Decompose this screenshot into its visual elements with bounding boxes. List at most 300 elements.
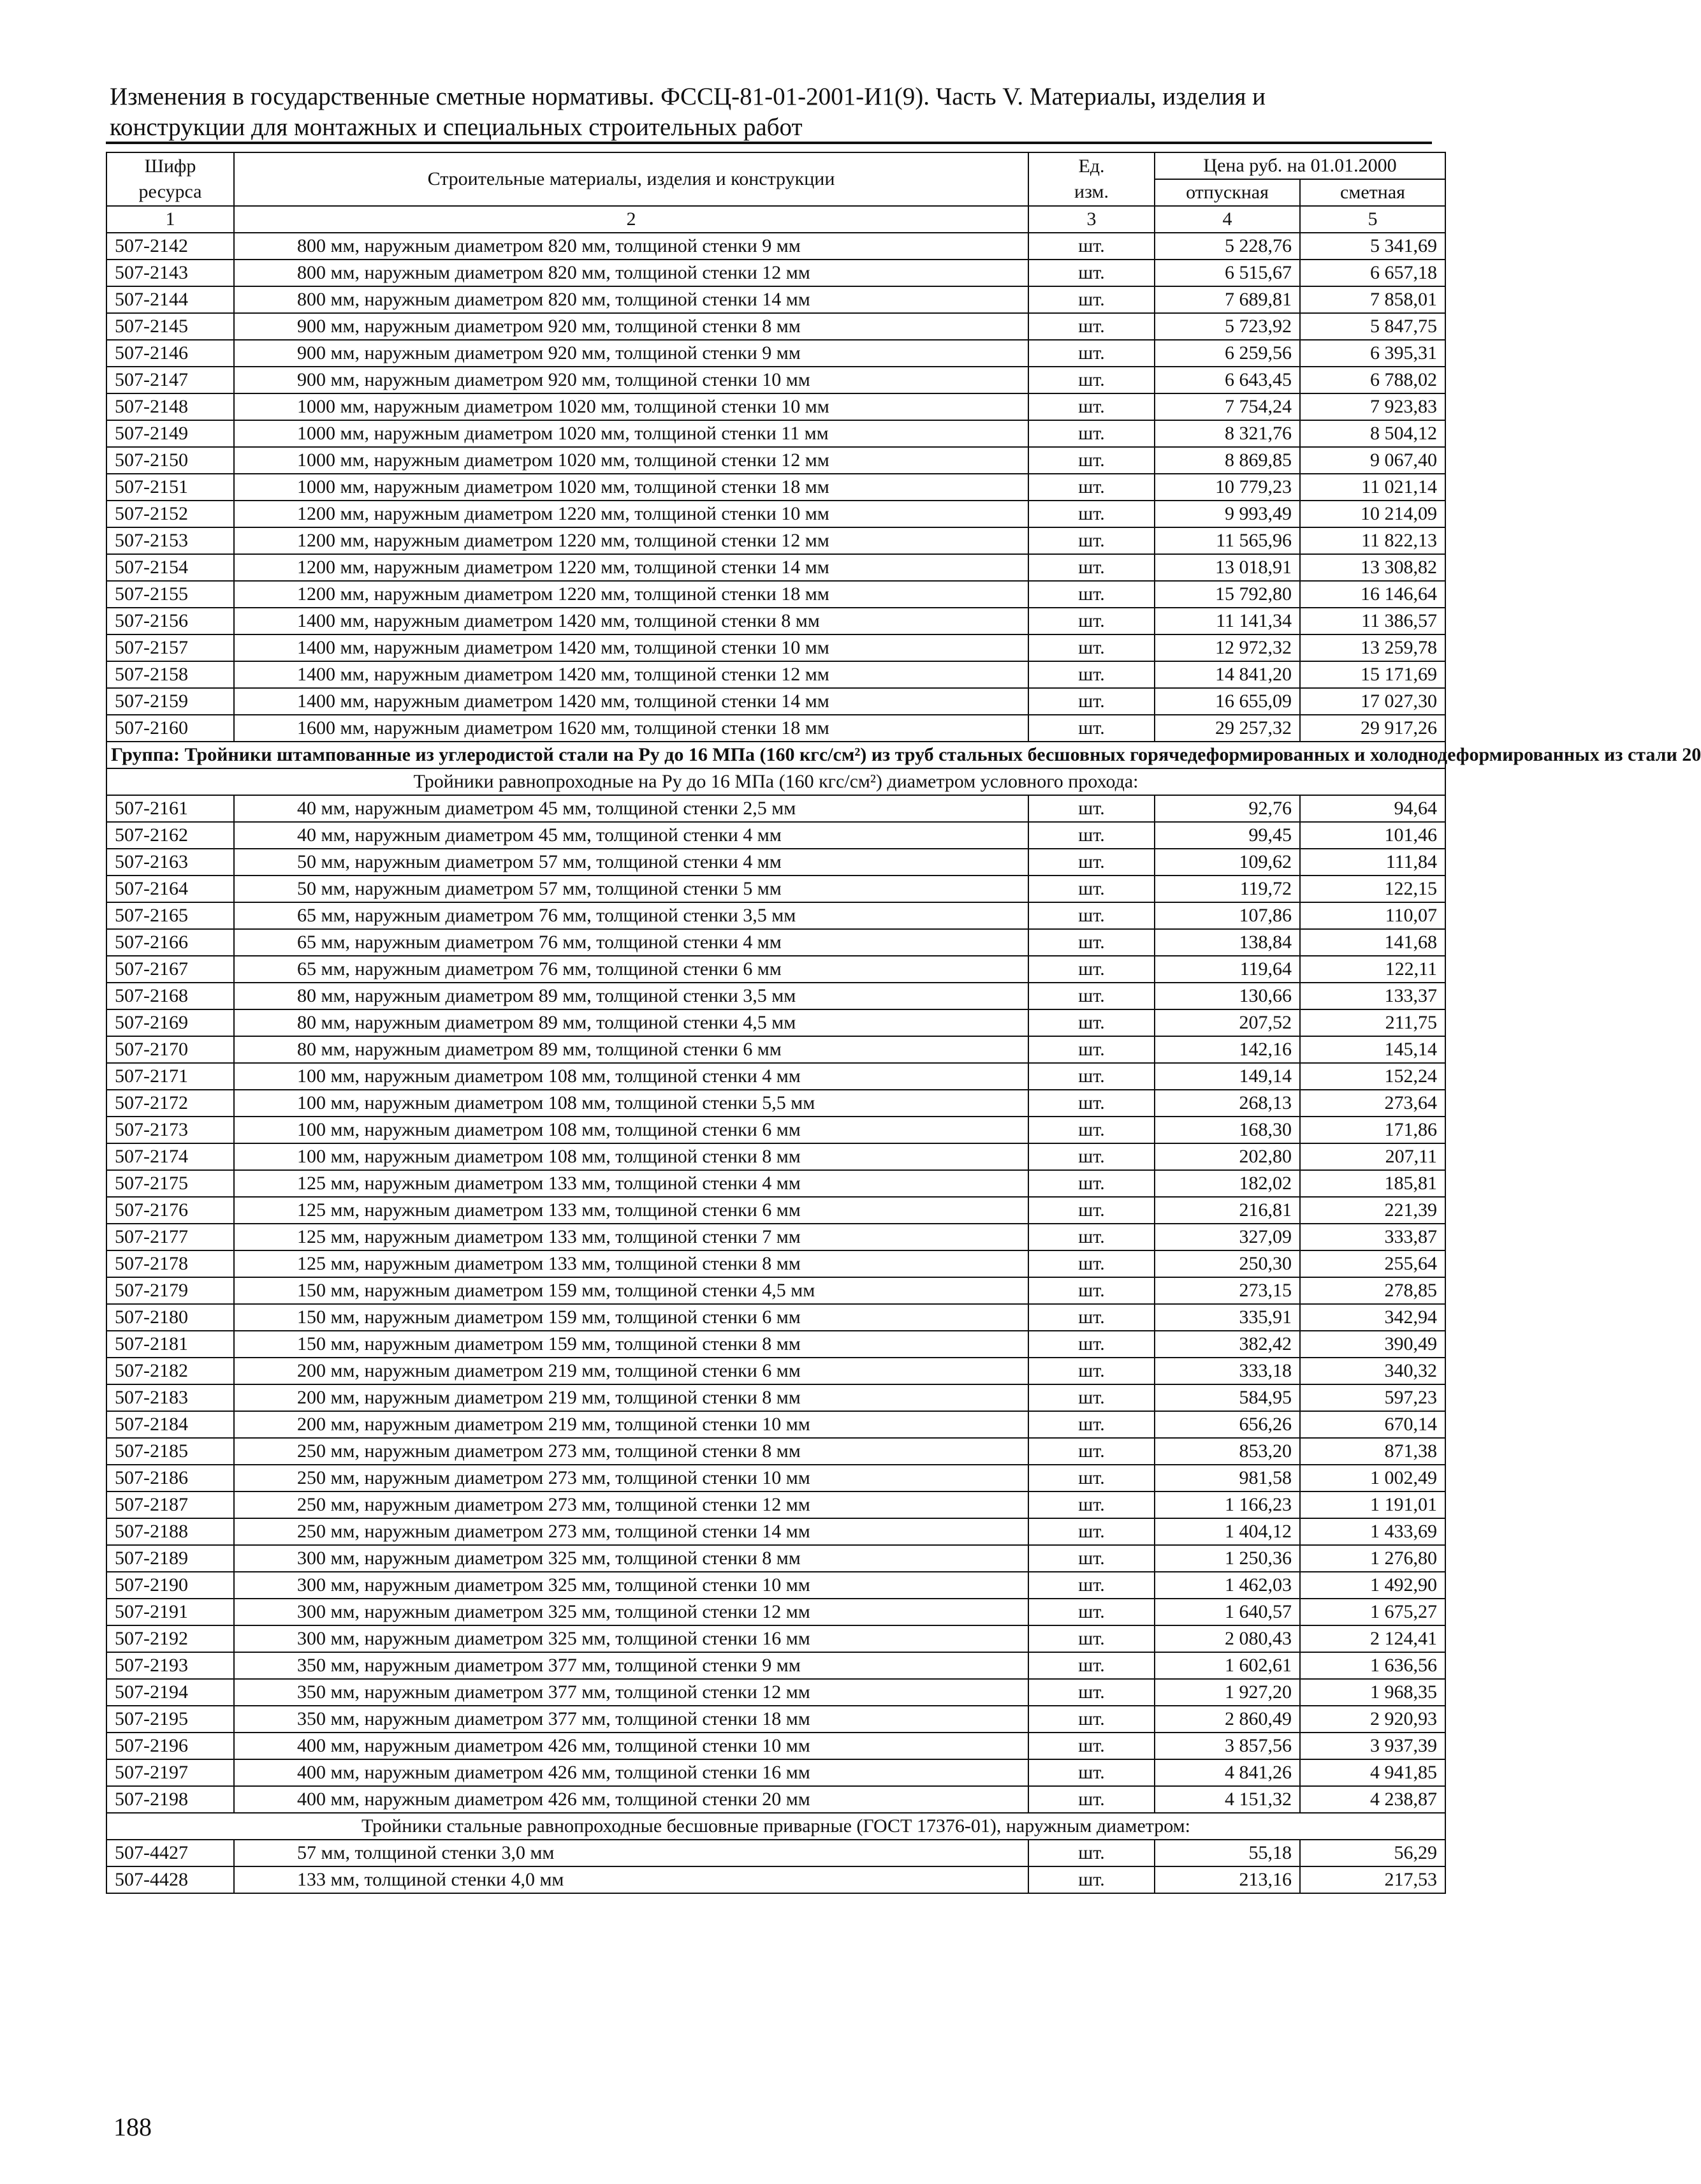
- resource-code: 507-2155: [106, 581, 234, 608]
- estimate-price: 4 941,85: [1300, 1759, 1445, 1786]
- subgroup-title: Тройники равнопроходные на Ру до 16 МПа (160 кгс/см²) диаметром условного прохода:: [106, 768, 1445, 795]
- price-table: [106, 152, 1701, 1894]
- resource-code: 507-2185: [106, 1438, 234, 1465]
- resource-code: 507-2182: [106, 1358, 234, 1384]
- unit-cell: шт.: [1028, 1759, 1155, 1786]
- item-description: 150 мм, наружным диаметром 159 мм, толщиной стенки 4,5 мм: [234, 1277, 1028, 1304]
- unit-cell: шт.: [1028, 581, 1155, 608]
- resource-code: 507-2149: [106, 420, 234, 447]
- table-row: [106, 1411, 1445, 1438]
- release-price: 15 792,80: [1155, 581, 1300, 608]
- release-price: 107,86: [1155, 902, 1300, 929]
- release-price: 13 018,91: [1155, 554, 1300, 581]
- table-row: [106, 661, 1445, 688]
- unit-cell: шт.: [1028, 1009, 1155, 1036]
- release-price: 11 565,96: [1155, 527, 1300, 554]
- unit-cell: шт.: [1028, 1438, 1155, 1465]
- table-row: [106, 1358, 1445, 1384]
- table-row: [106, 581, 1445, 608]
- resource-code: 507-2176: [106, 1197, 234, 1224]
- table-row: [106, 1009, 1445, 1036]
- unit-cell: шт.: [1028, 1117, 1155, 1143]
- resource-code: 507-2162: [106, 822, 234, 849]
- resource-code: 507-2150: [106, 447, 234, 474]
- release-price: 99,45: [1155, 822, 1300, 849]
- unit-cell: шт.: [1028, 1197, 1155, 1224]
- item-description: 1000 мм, наружным диаметром 1020 мм, толщиной стенки 11 мм: [234, 420, 1028, 447]
- resource-code: 507-2195: [106, 1706, 234, 1733]
- unit-cell: шт.: [1028, 1491, 1155, 1518]
- release-price: 268,13: [1155, 1090, 1300, 1117]
- resource-code: 507-2156: [106, 608, 234, 634]
- unit-cell: шт.: [1028, 876, 1155, 902]
- resource-code: 507-2198: [106, 1786, 234, 1813]
- table-row: [106, 1197, 1445, 1224]
- table-row: [106, 313, 1445, 340]
- estimate-price: 1 968,35: [1300, 1679, 1445, 1706]
- release-price: 182,02: [1155, 1170, 1300, 1197]
- table-row: [106, 1304, 1445, 1331]
- resource-code: 507-2183: [106, 1384, 234, 1411]
- header-rule: [106, 142, 1432, 144]
- estimate-price: 111,84: [1300, 849, 1445, 876]
- header-line-1: Изменения в государственные сметные нормативы. ФССЦ-81-01-2001-И1(9). Часть V. Материалы, изделия и: [110, 83, 1266, 110]
- release-price: 335,91: [1155, 1304, 1300, 1331]
- unit-cell: шт.: [1028, 715, 1155, 742]
- estimate-price: 221,39: [1300, 1197, 1445, 1224]
- estimate-price: 94,64: [1300, 795, 1445, 822]
- release-price: 656,26: [1155, 1411, 1300, 1438]
- estimate-price: 1 433,69: [1300, 1518, 1445, 1545]
- resource-code: 507-2158: [106, 661, 234, 688]
- estimate-price: 13 259,78: [1300, 634, 1445, 661]
- item-description: 150 мм, наружным диаметром 159 мм, толщиной стенки 6 мм: [234, 1304, 1028, 1331]
- estimate-price: 110,07: [1300, 902, 1445, 929]
- release-price: 149,14: [1155, 1063, 1300, 1090]
- table-row: [106, 1679, 1445, 1706]
- release-price: 109,62: [1155, 849, 1300, 876]
- unit-cell: шт.: [1028, 1384, 1155, 1411]
- resource-code: 507-2157: [106, 634, 234, 661]
- resource-code: 507-2188: [106, 1518, 234, 1545]
- estimate-price: 8 504,12: [1300, 420, 1445, 447]
- release-price: 981,58: [1155, 1465, 1300, 1491]
- column-header-release: отпускная: [1155, 179, 1300, 206]
- unit-cell: шт.: [1028, 1036, 1155, 1063]
- resource-code: 507-2189: [106, 1545, 234, 1572]
- release-price: 14 841,20: [1155, 661, 1300, 688]
- unit-cell: шт.: [1028, 1277, 1155, 1304]
- item-description: 900 мм, наружным диаметром 920 мм, толщиной стенки 8 мм: [234, 313, 1028, 340]
- item-description: 50 мм, наружным диаметром 57 мм, толщиной стенки 4 мм: [234, 849, 1028, 876]
- estimate-price: 2 920,93: [1300, 1706, 1445, 1733]
- release-price: 853,20: [1155, 1438, 1300, 1465]
- release-price: 202,80: [1155, 1143, 1300, 1170]
- unit-cell: шт.: [1028, 634, 1155, 661]
- table-row: [106, 929, 1445, 956]
- unit-cell: шт.: [1028, 822, 1155, 849]
- release-price: 327,09: [1155, 1224, 1300, 1250]
- estimate-price: 13 308,82: [1300, 554, 1445, 581]
- table-row: [106, 260, 1445, 286]
- unit-cell: шт.: [1028, 447, 1155, 474]
- item-description: 200 мм, наружным диаметром 219 мм, толщиной стенки 6 мм: [234, 1358, 1028, 1384]
- unit-cell: шт.: [1028, 1840, 1155, 1866]
- item-description: 900 мм, наружным диаметром 920 мм, толщиной стенки 10 мм: [234, 367, 1028, 393]
- unit-cell: шт.: [1028, 983, 1155, 1009]
- item-description: 800 мм, наружным диаметром 820 мм, толщиной стенки 9 мм: [234, 233, 1028, 260]
- resource-code: 507-2143: [106, 260, 234, 286]
- table-row: [106, 1545, 1445, 1572]
- release-price: 168,30: [1155, 1117, 1300, 1143]
- column-header-price: Цена руб. на 01.01.2000: [1155, 152, 1445, 179]
- table-row: [106, 1518, 1445, 1545]
- item-description: 100 мм, наружным диаметром 108 мм, толщиной стенки 8 мм: [234, 1143, 1028, 1170]
- item-description: 1000 мм, наружным диаметром 1020 мм, толщиной стенки 10 мм: [234, 393, 1028, 420]
- item-description: 100 мм, наружным диаметром 108 мм, толщиной стенки 5,5 мм: [234, 1090, 1028, 1117]
- resource-code: 507-2184: [106, 1411, 234, 1438]
- estimate-price: 1 636,56: [1300, 1652, 1445, 1679]
- resource-code: 507-2181: [106, 1331, 234, 1358]
- table-row: [106, 420, 1445, 447]
- table-row: [106, 1250, 1445, 1277]
- item-description: 1600 мм, наружным диаметром 1620 мм, толщиной стенки 18 мм: [234, 715, 1028, 742]
- resource-code: 507-2163: [106, 849, 234, 876]
- estimate-price: 5 341,69: [1300, 233, 1445, 260]
- table-row: [106, 1170, 1445, 1197]
- item-description: 1400 мм, наружным диаметром 1420 мм, толщиной стенки 14 мм: [234, 688, 1028, 715]
- table-row: [106, 1384, 1445, 1411]
- table-row: [106, 1786, 1445, 1813]
- item-description: 80 мм, наружным диаметром 89 мм, толщиной стенки 4,5 мм: [234, 1009, 1028, 1036]
- unit-cell: шт.: [1028, 313, 1155, 340]
- release-price: 584,95: [1155, 1384, 1300, 1411]
- release-price: 7 689,81: [1155, 286, 1300, 313]
- resource-code: 507-2186: [106, 1465, 234, 1491]
- table-row: [106, 447, 1445, 474]
- release-price: 119,64: [1155, 956, 1300, 983]
- estimate-price: 29 917,26: [1300, 715, 1445, 742]
- release-price: 29 257,32: [1155, 715, 1300, 742]
- resource-code: 507-2146: [106, 340, 234, 367]
- table-row: [106, 501, 1445, 527]
- estimate-price: 171,86: [1300, 1117, 1445, 1143]
- unit-cell: шт.: [1028, 1465, 1155, 1491]
- page-number: 188: [113, 2113, 152, 2141]
- unit-cell: шт.: [1028, 286, 1155, 313]
- release-price: 333,18: [1155, 1358, 1300, 1384]
- release-price: 4 841,26: [1155, 1759, 1300, 1786]
- estimate-price: 342,94: [1300, 1304, 1445, 1331]
- unit-cell: шт.: [1028, 956, 1155, 983]
- resource-code: 507-2169: [106, 1009, 234, 1036]
- column-number: 2: [234, 206, 1028, 233]
- resource-code: 507-2161: [106, 795, 234, 822]
- estimate-price: 1 191,01: [1300, 1491, 1445, 1518]
- unit-cell: шт.: [1028, 1090, 1155, 1117]
- item-description: 40 мм, наружным диаметром 45 мм, толщиной стенки 4 мм: [234, 822, 1028, 849]
- resource-code: 507-2178: [106, 1250, 234, 1277]
- estimate-price: 16 146,64: [1300, 581, 1445, 608]
- table-row: [106, 1491, 1445, 1518]
- resource-code: 507-2191: [106, 1599, 234, 1625]
- release-price: 130,66: [1155, 983, 1300, 1009]
- table-row: [106, 286, 1445, 313]
- release-price: 8 869,85: [1155, 447, 1300, 474]
- estimate-price: 122,11: [1300, 956, 1445, 983]
- unit-cell: шт.: [1028, 1331, 1155, 1358]
- resource-code: 507-2171: [106, 1063, 234, 1090]
- table-row: [106, 876, 1445, 902]
- unit-cell: шт.: [1028, 1063, 1155, 1090]
- table-row: [106, 1733, 1445, 1759]
- item-description: 300 мм, наружным диаметром 325 мм, толщиной стенки 8 мм: [234, 1545, 1028, 1572]
- estimate-price: 207,11: [1300, 1143, 1445, 1170]
- item-description: 350 мм, наружным диаметром 377 мм, толщиной стенки 12 мм: [234, 1679, 1028, 1706]
- table-row: [106, 1840, 1445, 1866]
- table-row: [106, 1090, 1445, 1117]
- release-price: 1 250,36: [1155, 1545, 1300, 1572]
- unit-cell: шт.: [1028, 1706, 1155, 1733]
- table-row: [106, 1652, 1445, 1679]
- item-description: 250 мм, наружным диаметром 273 мм, толщиной стенки 10 мм: [234, 1465, 1028, 1491]
- estimate-price: 340,32: [1300, 1358, 1445, 1384]
- subgroup-title-row: [106, 768, 1445, 795]
- estimate-price: 217,53: [1300, 1866, 1445, 1893]
- resource-code: 507-2170: [106, 1036, 234, 1063]
- release-price: 5 228,76: [1155, 233, 1300, 260]
- table-row: [106, 1465, 1445, 1491]
- page-header: [110, 82, 1410, 143]
- item-description: 80 мм, наружным диаметром 89 мм, толщиной стенки 6 мм: [234, 1036, 1028, 1063]
- unit-cell: шт.: [1028, 661, 1155, 688]
- resource-code: 507-2153: [106, 527, 234, 554]
- table-row: [106, 956, 1445, 983]
- estimate-price: 133,37: [1300, 983, 1445, 1009]
- release-price: 1 166,23: [1155, 1491, 1300, 1518]
- release-price: 12 972,32: [1155, 634, 1300, 661]
- release-price: 207,52: [1155, 1009, 1300, 1036]
- unit-cell: шт.: [1028, 527, 1155, 554]
- estimate-price: 185,81: [1300, 1170, 1445, 1197]
- item-description: 100 мм, наружным диаметром 108 мм, толщиной стенки 4 мм: [234, 1063, 1028, 1090]
- estimate-price: 17 027,30: [1300, 688, 1445, 715]
- release-price: 273,15: [1155, 1277, 1300, 1304]
- item-description: 200 мм, наружным диаметром 219 мм, толщиной стенки 8 мм: [234, 1384, 1028, 1411]
- table-row: [106, 1331, 1445, 1358]
- table-row: [106, 1036, 1445, 1063]
- resource-code: 507-2148: [106, 393, 234, 420]
- estimate-price: 3 937,39: [1300, 1733, 1445, 1759]
- unit-cell: шт.: [1028, 340, 1155, 367]
- column-number: 4: [1155, 206, 1300, 233]
- table-row: [106, 795, 1445, 822]
- unit-cell: шт.: [1028, 1599, 1155, 1625]
- release-price: 1 462,03: [1155, 1572, 1300, 1599]
- unit-cell: шт.: [1028, 420, 1155, 447]
- resource-code: 507-2151: [106, 474, 234, 501]
- unit-cell: шт.: [1028, 1786, 1155, 1813]
- item-description: 1200 мм, наружным диаметром 1220 мм, толщиной стенки 14 мм: [234, 554, 1028, 581]
- release-price: 7 754,24: [1155, 393, 1300, 420]
- item-description: 1200 мм, наружным диаметром 1220 мм, толщиной стенки 18 мм: [234, 581, 1028, 608]
- table-row: [106, 474, 1445, 501]
- unit-cell: шт.: [1028, 1143, 1155, 1170]
- table-row: [106, 1866, 1445, 1893]
- unit-cell: шт.: [1028, 929, 1155, 956]
- estimate-price: 6 395,31: [1300, 340, 1445, 367]
- resource-code: 507-4428: [106, 1866, 234, 1893]
- column-number: 5: [1300, 206, 1445, 233]
- subgroup-title-row: [106, 1813, 1445, 1840]
- unit-cell: шт.: [1028, 1625, 1155, 1652]
- item-description: 350 мм, наружным диаметром 377 мм, толщиной стенки 9 мм: [234, 1652, 1028, 1679]
- unit-cell: шт.: [1028, 1518, 1155, 1545]
- header-line-2: конструкции для монтажных и специальных строительных работ: [110, 114, 803, 141]
- resource-code: 507-2196: [106, 1733, 234, 1759]
- column-number: 1: [106, 206, 234, 233]
- estimate-price: 278,85: [1300, 1277, 1445, 1304]
- item-description: 1400 мм, наружным диаметром 1420 мм, толщиной стенки 12 мм: [234, 661, 1028, 688]
- column-header-name: Строительные материалы, изделия и конструкции: [234, 152, 1028, 206]
- table-row: [106, 822, 1445, 849]
- unit-cell: шт.: [1028, 1679, 1155, 1706]
- group-title-row: [106, 742, 1445, 768]
- estimate-price: 10 214,09: [1300, 501, 1445, 527]
- table-row: [106, 688, 1445, 715]
- table-row: [106, 393, 1445, 420]
- release-price: 138,84: [1155, 929, 1300, 956]
- unit-cell: шт.: [1028, 902, 1155, 929]
- item-description: 150 мм, наружным диаметром 159 мм, толщиной стенки 8 мм: [234, 1331, 1028, 1358]
- unit-cell: шт.: [1028, 393, 1155, 420]
- unit-cell: шт.: [1028, 233, 1155, 260]
- release-price: 6 259,56: [1155, 340, 1300, 367]
- unit-cell: шт.: [1028, 1250, 1155, 1277]
- estimate-price: 56,29: [1300, 1840, 1445, 1866]
- estimate-price: 101,46: [1300, 822, 1445, 849]
- estimate-price: 255,64: [1300, 1250, 1445, 1277]
- item-description: 800 мм, наружным диаметром 820 мм, толщиной стенки 12 мм: [234, 260, 1028, 286]
- resource-code: 507-4427: [106, 1840, 234, 1866]
- column-header-code: Шифр ресурса: [106, 152, 234, 206]
- estimate-price: 597,23: [1300, 1384, 1445, 1411]
- release-price: 213,16: [1155, 1866, 1300, 1893]
- resource-code: 507-2165: [106, 902, 234, 929]
- resource-code: 507-2147: [106, 367, 234, 393]
- resource-code: 507-2159: [106, 688, 234, 715]
- item-description: 300 мм, наружным диаметром 325 мм, толщиной стенки 16 мм: [234, 1625, 1028, 1652]
- estimate-price: 152,24: [1300, 1063, 1445, 1090]
- release-price: 92,76: [1155, 795, 1300, 822]
- item-description: 1200 мм, наружным диаметром 1220 мм, толщиной стенки 10 мм: [234, 501, 1028, 527]
- table-row: [106, 1224, 1445, 1250]
- table-row: [106, 1438, 1445, 1465]
- estimate-price: 273,64: [1300, 1090, 1445, 1117]
- resource-code: 507-2180: [106, 1304, 234, 1331]
- resource-code: 507-2152: [106, 501, 234, 527]
- item-description: 250 мм, наружным диаметром 273 мм, толщиной стенки 14 мм: [234, 1518, 1028, 1545]
- unit-cell: шт.: [1028, 849, 1155, 876]
- release-price: 1 640,57: [1155, 1599, 1300, 1625]
- table-header-row: [106, 152, 1445, 179]
- resource-code: 507-2177: [106, 1224, 234, 1250]
- unit-cell: шт.: [1028, 688, 1155, 715]
- resource-code: 507-2187: [106, 1491, 234, 1518]
- item-description: 1400 мм, наружным диаметром 1420 мм, толщиной стенки 8 мм: [234, 608, 1028, 634]
- item-description: 900 мм, наружным диаметром 920 мм, толщиной стенки 9 мм: [234, 340, 1028, 367]
- item-description: 133 мм, толщиной стенки 4,0 мм: [234, 1866, 1028, 1893]
- table-row: [106, 1277, 1445, 1304]
- unit-cell: шт.: [1028, 1170, 1155, 1197]
- item-description: 250 мм, наружным диаметром 273 мм, толщиной стенки 8 мм: [234, 1438, 1028, 1465]
- unit-cell: шт.: [1028, 1733, 1155, 1759]
- table-row: [106, 902, 1445, 929]
- unit-cell: шт.: [1028, 1545, 1155, 1572]
- release-price: 10 779,23: [1155, 474, 1300, 501]
- unit-cell: шт.: [1028, 1411, 1155, 1438]
- release-price: 250,30: [1155, 1250, 1300, 1277]
- resource-code: 507-2174: [106, 1143, 234, 1170]
- estimate-price: 333,87: [1300, 1224, 1445, 1250]
- estimate-price: 1 002,49: [1300, 1465, 1445, 1491]
- group-title: Группа: Тройники штампованные из углеродистой стали на Ру до 16 МПа (160 кгс/см²) из труб стальных бесшовных горячедеформированных и холоднодеформированных из стали 20: [106, 742, 1445, 768]
- table-row: [106, 1143, 1445, 1170]
- table-row: [106, 1572, 1445, 1599]
- resource-code: 507-2142: [106, 233, 234, 260]
- item-description: 65 мм, наружным диаметром 76 мм, толщиной стенки 4 мм: [234, 929, 1028, 956]
- item-description: 1000 мм, наружным диаметром 1020 мм, толщиной стенки 12 мм: [234, 447, 1028, 474]
- estimate-price: 11 021,14: [1300, 474, 1445, 501]
- resource-code: 507-2154: [106, 554, 234, 581]
- release-price: 142,16: [1155, 1036, 1300, 1063]
- release-price: 9 993,49: [1155, 501, 1300, 527]
- table-row: [106, 608, 1445, 634]
- item-description: 400 мм, наружным диаметром 426 мм, толщиной стенки 16 мм: [234, 1759, 1028, 1786]
- item-description: 1200 мм, наружным диаметром 1220 мм, толщиной стенки 12 мм: [234, 527, 1028, 554]
- release-price: 6 515,67: [1155, 260, 1300, 286]
- table-row: [106, 1706, 1445, 1733]
- unit-cell: шт.: [1028, 1358, 1155, 1384]
- item-description: 250 мм, наружным диаметром 273 мм, толщиной стенки 12 мм: [234, 1491, 1028, 1518]
- item-description: 40 мм, наружным диаметром 45 мм, толщиной стенки 2,5 мм: [234, 795, 1028, 822]
- estimate-price: 2 124,41: [1300, 1625, 1445, 1652]
- item-description: 400 мм, наружным диаметром 426 мм, толщиной стенки 10 мм: [234, 1733, 1028, 1759]
- release-price: 5 723,92: [1155, 313, 1300, 340]
- table-row: [106, 1117, 1445, 1143]
- resource-code: 507-2166: [106, 929, 234, 956]
- table-row: [106, 1625, 1445, 1652]
- estimate-price: 211,75: [1300, 1009, 1445, 1036]
- item-description: 57 мм, толщиной стенки 3,0 мм: [234, 1840, 1028, 1866]
- release-price: 382,42: [1155, 1331, 1300, 1358]
- release-price: 6 643,45: [1155, 367, 1300, 393]
- column-header-estimate: сметная: [1300, 179, 1445, 206]
- column-number-row: [106, 206, 1445, 233]
- table-row: [106, 1063, 1445, 1090]
- table-row: [106, 849, 1445, 876]
- table-row: [106, 367, 1445, 393]
- resource-code: 507-2167: [106, 956, 234, 983]
- resource-code: 507-2164: [106, 876, 234, 902]
- resource-code: 507-2168: [106, 983, 234, 1009]
- resource-code: 507-2145: [106, 313, 234, 340]
- resource-code: 507-2193: [106, 1652, 234, 1679]
- unit-cell: шт.: [1028, 608, 1155, 634]
- table-row: [106, 527, 1445, 554]
- release-price: 1 404,12: [1155, 1518, 1300, 1545]
- release-price: 119,72: [1155, 876, 1300, 902]
